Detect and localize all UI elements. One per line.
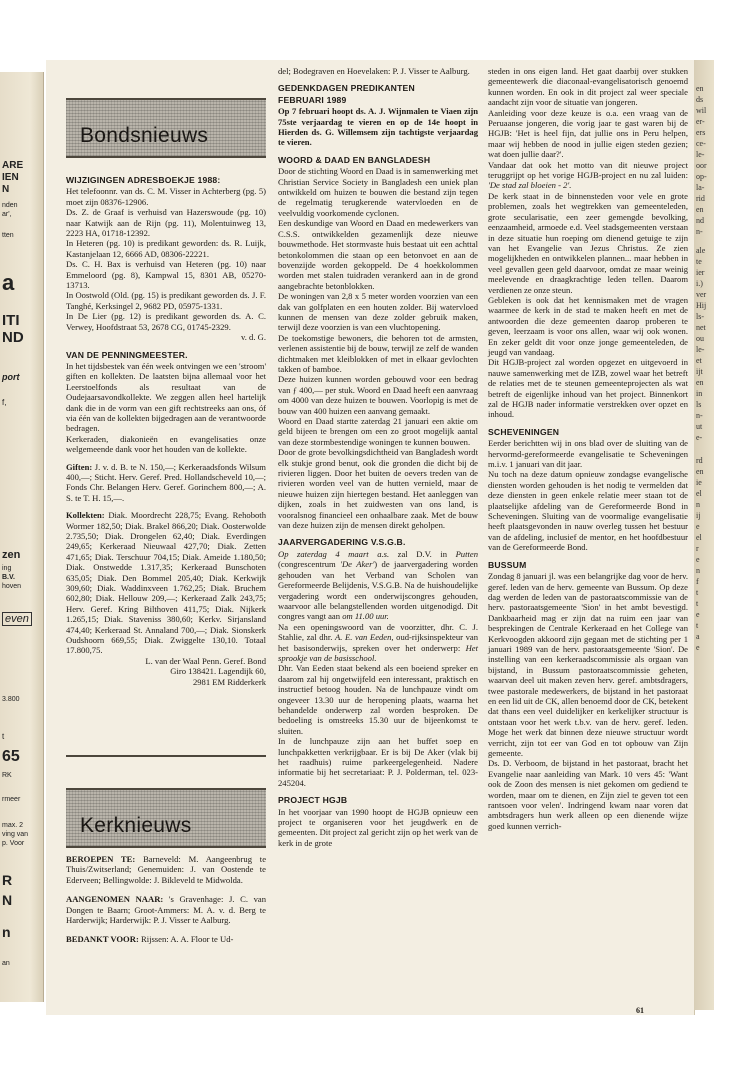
previous-page-edge xyxy=(0,72,44,1002)
fragment: et xyxy=(696,356,702,365)
fragment: ier xyxy=(696,268,705,277)
text-span: ) de jaarvergadering worden gehouden van het Verband van Scholen van Gereformeerde Belijdenis, V.S.G.B. Na de huishoudelijke vergadering wordt een onderwijscongres gehouden, waarvoor alle belangstellenden worden uitgenodigd. Dit congres vangt aan xyxy=(278,559,478,622)
magazine-page xyxy=(46,60,694,1015)
fragment: ce- xyxy=(696,139,706,148)
fragment: t xyxy=(696,621,699,630)
fragment: e xyxy=(696,522,700,531)
heading-penningmeester: VAN DE PENNINGMEESTER. xyxy=(66,349,188,360)
fragment: f, xyxy=(2,398,7,407)
heading-project-hgjb: PROJECT HGJB xyxy=(278,795,348,806)
fragment: rmeer xyxy=(2,796,21,803)
fragment: zen xyxy=(2,549,21,561)
fragment: B.V. xyxy=(2,574,15,581)
text-span: (congrescentrum xyxy=(278,559,341,570)
fragment: rid xyxy=(696,194,705,203)
text-span: 'De stad zal bloeien - 2'. xyxy=(488,180,572,191)
paragraph: Deze huizen kunnen worden gebouwd voor een bedrag van ƒ 400,— per stuk. Woord en Daad heeft een aanvraag om 4000 van deze huizen te bouwen. Voorlopig is met de bouw van 400 huizen een aanvang gemaakt. xyxy=(278,374,478,416)
beroepen xyxy=(66,854,266,885)
text-span: Na een openingswoord van de voorzitter, dhr. C. J. Stahlie, zal dhr. xyxy=(278,621,478,643)
fragment: ale xyxy=(696,246,706,255)
fragment: n xyxy=(2,924,11,940)
paragraph: Door de grote bevolkingsdichtheid van Bangladesh wordt elk stukje grond benut, ook die gronden die dicht bij de rivieren liggen. Door het buiten de oevers treden van de rivieren worden veel van de hutten vernield, maar de nieuwe huizen zijn hiertegen bestand. Het aanleggen van dijken, zoals in het zuidwesten van ons land, is vooralsnog financieel een onhaalbare zaak. Met de bouw van deze huizen zijn de mensen direkt geholpen. xyxy=(278,447,478,531)
heading-bussum: BUSSUM xyxy=(488,559,527,570)
fragment: t xyxy=(696,588,699,597)
fragment: e xyxy=(696,610,700,619)
fragment: ing xyxy=(2,565,12,572)
section-title: Bondsnieuws xyxy=(80,124,209,147)
bedankt xyxy=(66,934,266,944)
giften-label: Giften: xyxy=(66,461,93,472)
fragment: n- xyxy=(696,227,703,236)
fragment: er- xyxy=(696,117,705,126)
fragment: N xyxy=(2,184,10,195)
beroepen-label: BEROEPEN TE: xyxy=(66,854,136,864)
fragment: op- xyxy=(696,172,707,181)
fragment: ers xyxy=(696,128,706,137)
signature: v. d. G. xyxy=(241,332,266,343)
fragment: p. Voor xyxy=(2,840,25,847)
text-span: om 11.00 uur. xyxy=(342,611,389,622)
paragraph: Op 7 februari hoopt ds. A. J. Wijnmalen te Viaen zijn 75ste verjaardag te vieren en op de 14e hoopt in Hierden ds. G. Willemsem zijn tachtigste verjaardag te vieren. xyxy=(278,106,478,148)
signature: 2981 EM Ridderkerk xyxy=(192,676,266,687)
giften-list xyxy=(66,462,266,504)
fragment: a xyxy=(696,632,700,641)
paragraph: In het tijdsbestek van één week ontvingen we een 'stroom' giften en kollekten. De laatsten bijna allemaal voor het Leerstoelfonds als resultaat van de Oudejaarsavondkollekte. We zeggen allen heel hartelijk dank die in de vorm van een gift rechtstreeks aan ons, óf via één van de kollekten bijgedragen aan de verantwoorde bedragen. xyxy=(66,360,266,434)
kollekten-list xyxy=(66,510,266,656)
fragment: f xyxy=(696,577,699,586)
paragraph: Aanleiding voor deze keuze is o.a. een vraag van de Peruaanse jongeren, die vorig jaar te gast waren bij de HGJB: 'Het is heel fijn, dat jullie ons in Peru helpen, maar wij hebben de nood in jullie eigen steden gezien; wat doen jullie daar?'. xyxy=(488,107,688,160)
fragment: ITI xyxy=(2,312,20,329)
fragment: ie xyxy=(696,478,702,487)
fragment: e xyxy=(696,555,700,564)
text-span: Op zaterdag 4 maart a.s. xyxy=(278,548,390,559)
paragraph: Dhr. Van Eeden staat bekend als een boeiend spreker en daarom zal hij ongetwijfeld een interessant, praktisch en instructief betoog houden. Na de lunchpauze vindt om ongeveer 13.30 uur de heropening plaats, waarna het behandelde onderwerp zal worden besproken. De bedoeling is omstreeks 15.30 uur de bijeenkomst te sluiten. xyxy=(278,663,478,736)
divider xyxy=(66,755,266,757)
fragment: ijt xyxy=(696,367,703,376)
heading-gedenkdagen-date: FEBRUARI 1989 xyxy=(278,94,347,105)
fragment: nd xyxy=(696,216,704,225)
fragment: ut xyxy=(696,422,703,431)
fragment: n xyxy=(696,566,700,575)
paragraph: Een deskundige van Woord en Daad en medewerkers van C.S.S. ontwikkelden gezamenlijk deze nieuwe bouwmethode. Het stormvaste huis bestaat uit een achttal betonkolommen die staan op een betonvoet en aan de bovenzijde worden gekoppeld. De 4 hoekkolommen worden met stalen tuidraden verankerd aan in de grond aangebrachte betonblokken. xyxy=(278,218,478,291)
signature: L. van der Waal Penn. Geref. Bond xyxy=(145,655,266,666)
fragment: port xyxy=(2,372,20,382)
fragment: i.) xyxy=(696,279,703,288)
heading-jaarvergadering: JAARVERGADERING V.S.G.B. xyxy=(278,537,406,548)
fragment: nden xyxy=(2,202,18,209)
text-span: Het sprookje van de basisschool. xyxy=(278,642,478,663)
aangenomen-text: 's Gravenhage: J. C. van Dongen te Baarn; Groot-Ammers: M. A. v. d. Berg te Harderwijk; Harderwijk: P. J. Visser te Aalburg. xyxy=(66,894,266,926)
fragment: t xyxy=(696,599,699,608)
paragraph: Eerder berichtten wij in ons blad over de sluiting van de hervormd-gereformeerde evangelisatie te Scheveningen m.i.v. 1 januari van dit jaar. xyxy=(488,438,688,470)
paragraph: Ds. C. H. Bax is verhuisd van Heteren (pg. 10) naar Emmeloord (pg. 8), Kampwal 15, 8301 AB, 05270-13713. xyxy=(66,259,266,291)
fragment: en xyxy=(696,467,704,476)
bedankt-text: Rijssen: A. A. Floor te Ud- xyxy=(138,934,234,945)
fragment: el xyxy=(696,489,702,498)
fragment: ds xyxy=(696,95,704,104)
heading-adresboekje: WIJZIGINGEN ADRESBOEKJE 1988: xyxy=(66,175,221,185)
fragment: IEN xyxy=(2,172,19,183)
fragment: ou xyxy=(696,334,704,343)
fragment: en xyxy=(696,205,704,214)
paragraph: del; Bodegraven en Hoevelaken: P. J. Visser te Aalburg. xyxy=(278,66,470,76)
fragment: te xyxy=(696,257,702,266)
paragraph xyxy=(488,160,688,191)
fragment: oor xyxy=(696,161,707,170)
text-span: Vandaar dat ook het motto van dit nieuwe project teruggrijpt op het vorige HGJB-project en nu zal luiden: xyxy=(488,159,688,181)
paragraph xyxy=(278,622,478,664)
fragment: ij xyxy=(696,511,701,520)
paragraph: Het telefoonnr. van ds. C. M. Visser in Achterberg (pg. 5) moet zijn 08376-12906. xyxy=(66,186,266,207)
paragraph: Ds. D. Verboom, de bijstand in het pastoraat, bracht het Evangelie naar aanleiding van Mark. 10 vers 45: 'Want ook de Zoon des mensen is niet gekomen om gediend te worden, maar om te dienen, en Zijn ziel te geven tot een rantsoen voor velen'. Indringend kwam naar voren dat ambtsdragers hun werk alleen op een dienende wijze goed kunnen verrich- xyxy=(488,758,688,831)
page-number: 61 xyxy=(636,1006,644,1015)
fragment: ver xyxy=(696,290,707,299)
fragment: in xyxy=(696,389,703,398)
paragraph: In De Lier (pg. 12) is predikant geworden ds. A. C. Verwey, Hoofdstraat 53, 2678 CG, 01745-2329. xyxy=(66,311,266,332)
heading-gedenkdagen: GEDENKDAGEN PREDIKANTEN xyxy=(278,83,415,94)
next-page-edge xyxy=(694,60,714,1010)
fragment: t xyxy=(2,732,5,741)
paragraph: Zondag 8 januari jl. was een belangrijke dag voor de herv. geref. leden van de herv. gemeente van Bussum. Op deze dag werden de leden van de pastoraatscommissie van de herv. pastoraatsgemeente 'Sion' in het ambt bevestigd. Dankbaarheid mag er zijn dat na ruim een jaar van besprekingen de Centrale Kerkeraad en het College van Kerkvoogden akkoord zijn gegaan met de stichting per 1 januari 1989 van de herv. pastoraatsgemeente 'Sion'. De instelling van een kerkeraadscommissie als orgaan van bijstand, in Bussum pastoraatscommissie geheten, waarvan deel uit maken zeven herv. geref. ambtsdragers, twee pastorale medewerkers, de bijstand in het pastoraat en een lid uit de CK, allen benoemd door de CK, betekent dat thans een veel duidelijker en kerkelijker structuur is ontstaan voor het werk t.b.v. van de herv. geref. leden. Moge het werk dat binnen deze nieuwe structuur wordt verricht, zijn tot eer van God en tot opbouw van Zijn gemeente. xyxy=(488,571,688,758)
fragment: ar', xyxy=(2,211,12,218)
bondsnieuws-banner xyxy=(66,98,266,158)
fragment: en xyxy=(696,84,704,93)
fragment: rd xyxy=(696,456,703,465)
heading-woord-daad: WOORD & DAAD EN BANGLADESH xyxy=(278,154,431,165)
paragraph: De woningen van 2,8 x 5 meter worden voorzien van een dak van golfplaten en een houten zolder. Bij watervloed kunnen de mensen van deze zolder gebruik maken, terwijl deze voorzien is van een vluchtopening. xyxy=(278,291,478,333)
paragraph: Kerkeraden, diakonieën en evangelisaties onze welgemeende dank voor het houden van de kollekte. xyxy=(66,433,266,455)
fragment: el xyxy=(696,533,702,542)
fragment: n- xyxy=(696,411,703,420)
kollekten-text: Diak. Moordrecht 228,75; Evang. Rehoboth Wormer 182,50; Diak. Brakel 866,20; Diak. Oosterwolde 2.735,50; Diak. Drongelen 62,40; Diak. Everdingen 249,65; Kerkeraad Nieuwaal 427,70; Diak. Zetten 471,65; Diak. Terschuur 704,15; Diak. Ameide 1.180,50; Diak. Onstwedde 1.317,35; Kerkeraad Bunschoten 635,05; Diak. Den Bommel 205,40; Diak. Kerkwijk 309,60; Diak. Waddinxveen 1.762,25; Diak. Bruchem 602,80; Diak. Hellouw 209,—; Kerkeraad Zalk 243,75; Herv. Geref. Kring Bilthoven 411,75; Diak. Nijkerk 1.265,15; Diak. Staveniss 380,60; Kerkv. Sirjansland 474,40; Kerkeraad St. Annaland 700,—; Diak. Sionskerk Oudshoorn 669,55; Diak. Zwiggelte 130,10. Totaal 17.800,75. xyxy=(66,510,266,656)
fragment: N xyxy=(2,892,13,908)
fragment: tten xyxy=(2,232,14,239)
fragment: e xyxy=(696,643,700,652)
fragment: wil xyxy=(696,106,707,115)
fragment: en xyxy=(696,378,704,387)
fragment: ls xyxy=(696,400,702,409)
column-1 xyxy=(66,168,266,687)
paragraph: In de lunchpauze zijn aan het buffet soep en lunchpakketten verkrijgbaar. Er is bij De Aker (vlak bij het raadhuis) ruime parkeergelegenheid. Nadere informatie bij het secretariaat: P. J. Polderman, tel. 023-245204. xyxy=(278,736,478,788)
fragment: n xyxy=(696,500,700,509)
paragraph xyxy=(278,549,478,622)
paragraph: Woord en Daad startte zaterdag 21 januari een aktie om geld bijeen te brengen om een zo groot mogelijk aantal van deze stormbestendige woningen te kunnen bouwen. xyxy=(278,416,478,447)
heading-scheveningen: SCHEVENINGEN xyxy=(488,426,560,437)
fragment: even xyxy=(2,612,32,626)
column-3 xyxy=(488,66,688,831)
fragment: ARE xyxy=(2,160,24,171)
kollekten-label: Kollekten: xyxy=(66,510,105,521)
fragment: R xyxy=(2,872,13,888)
fragment: a xyxy=(2,270,15,295)
column-2 xyxy=(278,66,478,848)
fragment: 65 xyxy=(2,748,20,765)
fragment: 3.800 xyxy=(2,696,20,703)
paragraph: Gebleken is ook dat het kennismaken met de vragen waarmee de kerk in de stad te maken heeft en met de antwoorden die deze gemeenten daarop proberen te geven, leerzaam is voor ons allen, waar wij ook wonen. En zeker geldt dit voor onze jonge gemeenteleden, de jeugd van vandaag. xyxy=(488,294,688,357)
paragraph: In het voorjaar van 1990 hoopt de HGJB opnieuw een project te organiseren voor het jeugdwerk en de gemeenten. Dit project zal gericht zijn op het werk van de kerk in de grote xyxy=(278,806,478,848)
fragment: ving van xyxy=(2,831,29,838)
column-1-kerknieuws xyxy=(66,854,266,945)
aangenomen-label: AANGENOMEN NAAR: xyxy=(66,894,164,905)
fragment: le- xyxy=(696,150,705,159)
paragraph: In Heteren (pg. 10) is predikant geworden: ds. R. Luijk, Kastanjelaan 12, 6666 AD, 08306-22221. xyxy=(66,238,266,259)
fragment: ls- xyxy=(696,312,704,321)
paragraph: De kerk staat in de binnensteden voor vele en grote problemen, zoals het wegtrekken van gemeenteleden, grote secularisatie, een zeer gemengde bevolking, eenzaamheid, armoede e.d. Veel stadsgemeenten verstaan in deze situatie hun roeping om dienend getuige te zijn van het Evangelie van Jezus Christus. Ze zien mogelijkheden en ontwikkelen plannen... maar hebben in veel gevallen geen geld daarvoor, omdat ze maar weinig meelevende en draagkrachtige leden tellen. Daarom verdienen ze onze steun. xyxy=(488,190,688,295)
kerknieuws-banner xyxy=(66,788,266,848)
fragment: ND xyxy=(2,329,24,346)
text-span: zal D.V. in xyxy=(389,548,456,559)
giften-text: J. v. d. B. te N. 150,—; Kerkeraadsfonds Wilsum 400,—; Sticht. Herv. Geref. Pred. Hollandscheveld 10,—; Fonds Chr. Belangen Herv. Geref. Gorinchem 800,—; A. S. te T. H. 15,—. xyxy=(66,461,266,503)
beroepen-text: Barneveld: M. Aangeenbrug te Thuis/Zwitserland; Genemuiden: J. van Oostende te Ederveen; Bellingwolde: J. Bikleveld te Midwolda. xyxy=(66,854,267,885)
fragment: r xyxy=(696,544,699,553)
bedankt-label: BEDANKT VOOR: xyxy=(66,934,139,945)
paragraph: In Oostwold (Old. (pg. 15) is predikant geworden ds. J. F. Tanghé, Kerksingel 2, 9682 PD, 05975-1331. xyxy=(66,290,266,311)
paragraph: Dit HGJB-project zal worden opgezet en uitgevoerd in nauwe samenwerking met de IZB, zowel waar het betreft de relaties met de te steunen gemeenteprojecten als wat betreft de eigenlijke inhoud van het project. Binnenkort zal de HGJB nader informatie verstrekken over opzet en inhoud. xyxy=(488,357,688,420)
section-title: Kerknieuws xyxy=(80,814,192,837)
text-span: , oud-rijksinspekteur van het basisonderwijs, spreken over het onderwerp: xyxy=(278,632,478,653)
aangenomen xyxy=(66,894,266,925)
text-span: 'De Aker' xyxy=(340,559,375,570)
paragraph: steden in ons eigen land. Het gaat daarbij over stukken gemeentewerk die diaconaal-evangelisatorisch genoemd kunnen worden. En ook in dit project zal weer speciale aandacht zijn voor de situatie van jongeren. xyxy=(488,66,688,108)
paragraph: Door de stichting Woord en Daad is in samenwerking met Christian Service Society in Bangladesh een uniek plan ontwikkeld om huizen te bouwen die bestand zijn tegen de regelmatig terugkerende watervloeden en de veelvuldig voorkomende cyclonen. xyxy=(278,166,478,218)
fragment: RK xyxy=(2,772,12,779)
fragment: le- xyxy=(696,345,705,354)
text-span: A. E. van Eeden xyxy=(334,632,392,643)
paragraph: Ds. Z. de Graaf is verhuisd van Hazerswoude (pg. 10) naar Katwijk aan de Rijn (pg. 11), Molentuinweg 13, 2223 HA, 01718-12392. xyxy=(66,207,266,239)
text-span: Putten xyxy=(455,548,478,559)
fragment: hoven xyxy=(2,583,22,590)
fragment: Hij xyxy=(696,301,707,310)
paragraph: Nu toch na deze datum opnieuw zondagse evangelische diensten worden gehouden is het nodig te vermelden dat deze diensten in geen enkele relatie meer staan tot de plaatselijke afdeling van de Gereformeerde Bond in Scheveningen. Sluiting van de voormalige evangelisatie heeft plaatsgevonden in nauw overleg tussen het bestuur van de afdeling, inclusief de mentor, en het hoofdbestuur van de Gereformeerde Bond. xyxy=(488,469,688,553)
fragment: max. 2 xyxy=(2,822,24,829)
fragment: la- xyxy=(696,183,705,192)
fragment: an xyxy=(2,960,10,967)
fragment: e- xyxy=(696,433,703,442)
signature: Giro 138421. Lagendijk 60, xyxy=(170,666,266,677)
fragment: net xyxy=(696,323,706,332)
paragraph: De toekomstige bewoners, die behoren tot de armsten, verlenen assistentie bij de bouw, terwijl ze zelf de wanden dichtmaken met kleiblokken of met in elkaar gevlochten takken of bamboe. xyxy=(278,332,478,374)
